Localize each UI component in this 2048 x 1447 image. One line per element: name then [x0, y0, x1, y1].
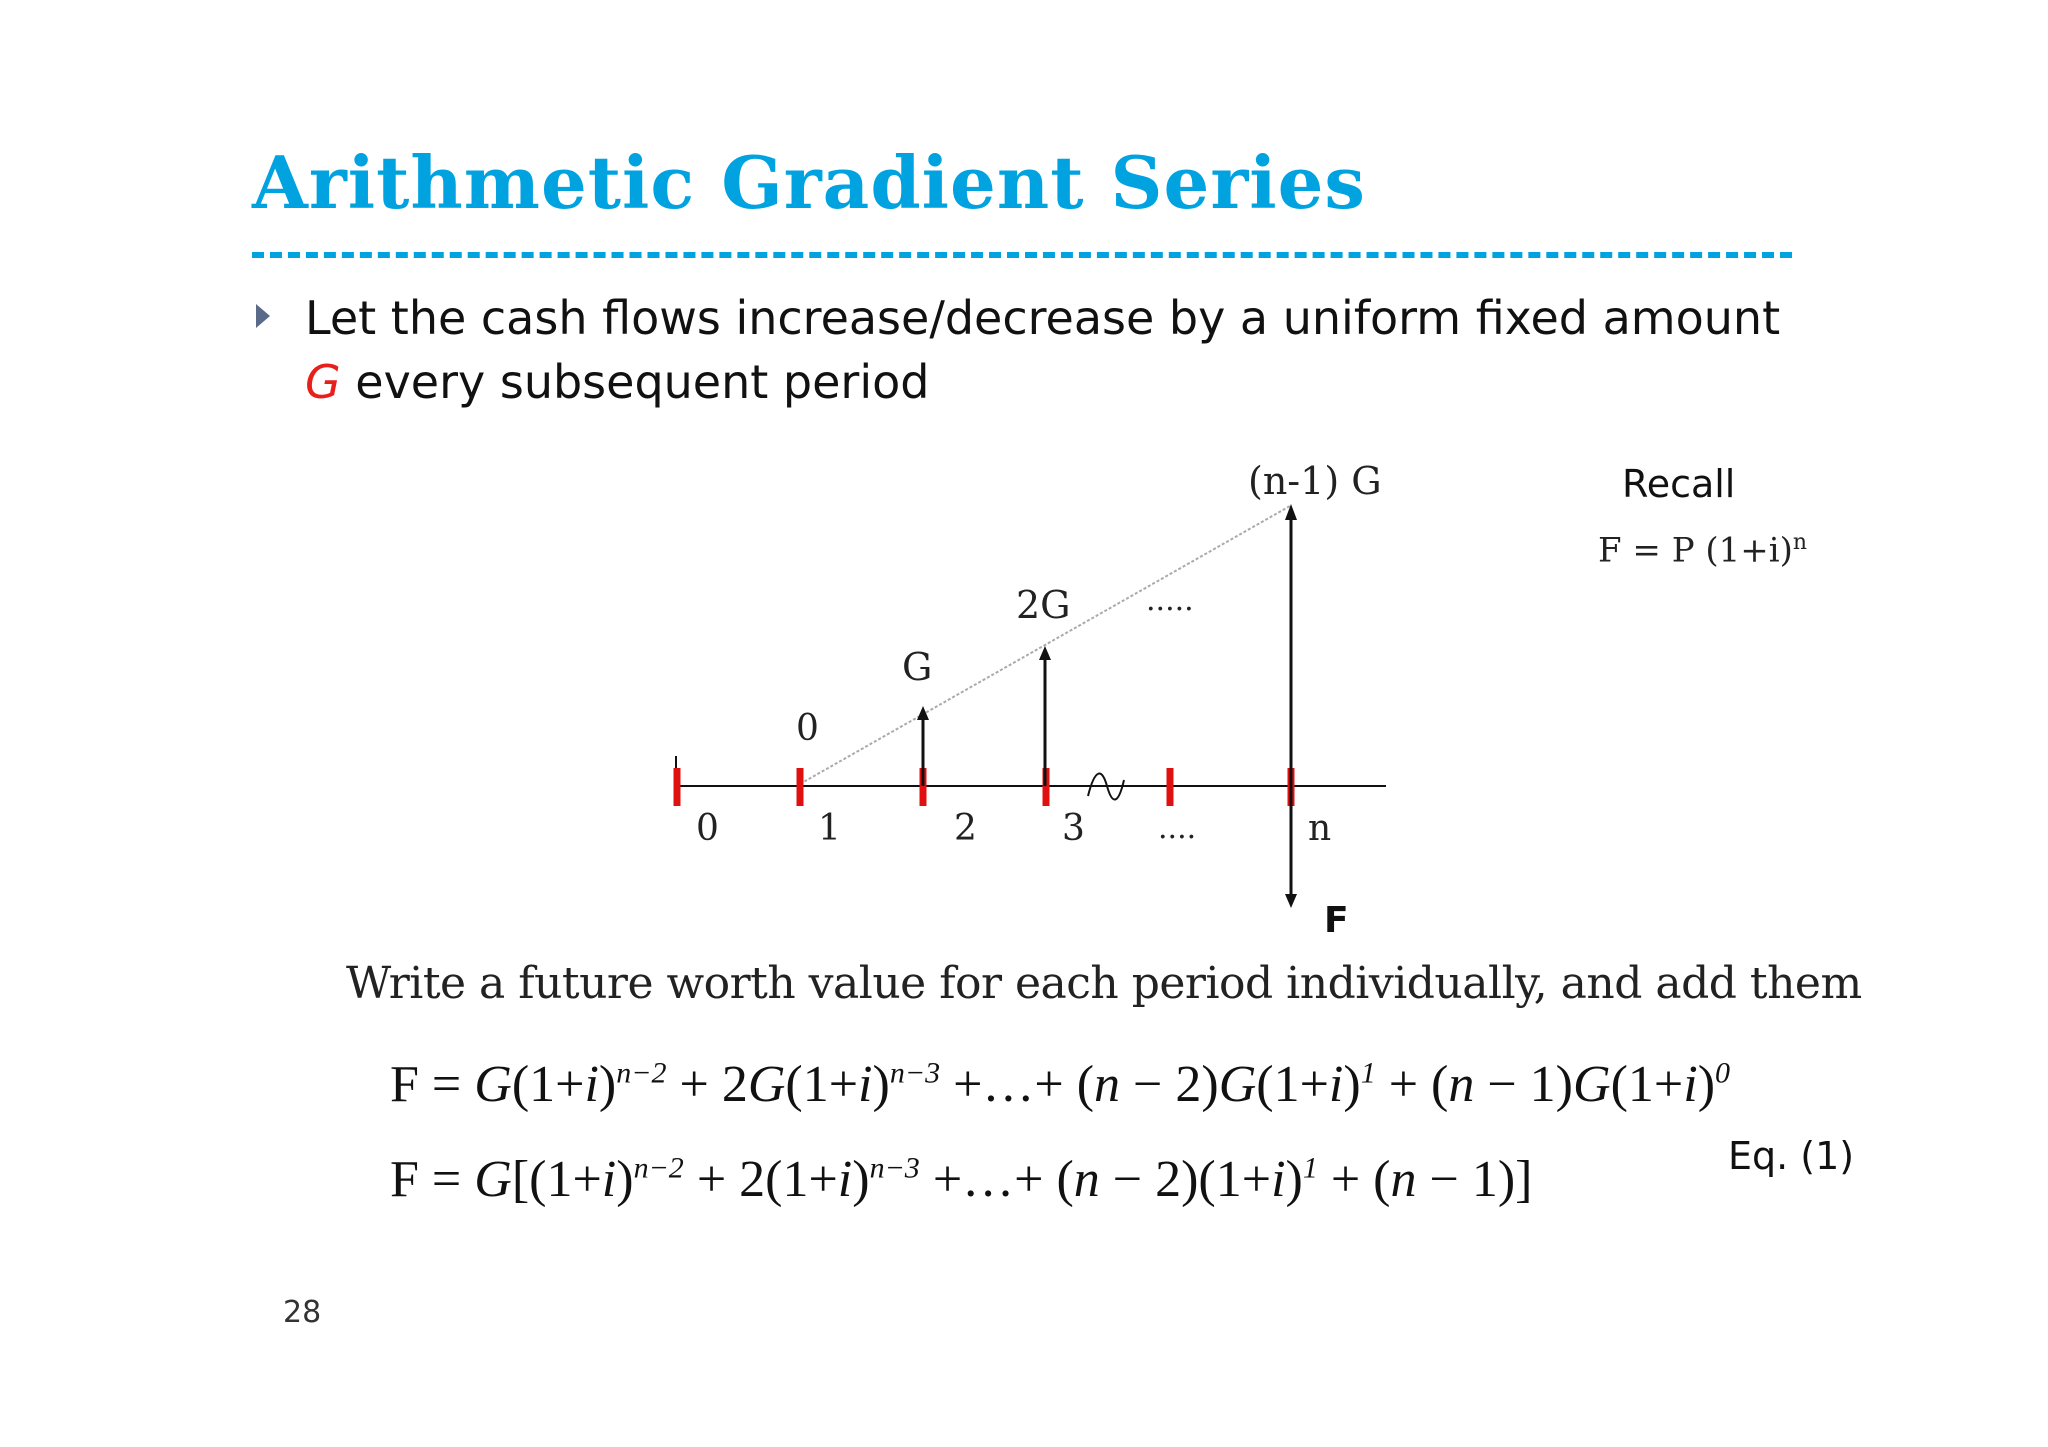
future-arrow-head	[1285, 894, 1297, 908]
axis-label-dots: ....	[1158, 811, 1197, 846]
derivation-instruction: Write a future worth value for each period individually, and add them	[346, 958, 1862, 1009]
future-value-label: F	[1324, 900, 1349, 941]
slide-title: Arithmetic Gradient Series	[252, 140, 1366, 225]
axis-label-1: 1	[818, 808, 841, 849]
gradient-arrows	[917, 504, 1297, 786]
arrow-n-1-g-head	[1285, 504, 1297, 520]
page-number: 28	[283, 1295, 322, 1330]
bullet-text-end: every subsequent period	[340, 355, 930, 409]
gradient-symbol: G	[305, 355, 341, 409]
label-top-dots: .....	[1146, 583, 1194, 618]
recall-formula-base: F = P (1+i)	[1598, 530, 1793, 571]
axis-label-3: 3	[1062, 808, 1085, 849]
axis-label-2: 2	[954, 808, 977, 849]
recall-label: Recall	[1622, 462, 1736, 506]
label-g: G	[902, 645, 933, 689]
recall-formula-exponent: n	[1792, 530, 1808, 555]
axis-label-n: n	[1308, 808, 1332, 849]
bullet-text-start: Let the cash flows increase/decrease by a uniform fixed amount	[305, 291, 1781, 345]
label-zero-flow: 0	[796, 708, 819, 749]
label-n-minus-1-g: (n-1) G	[1248, 459, 1382, 503]
arrow-g-head	[917, 706, 929, 720]
axis-label-0: 0	[696, 808, 719, 849]
recall-formula	[1598, 530, 1807, 570]
equation-factored: $F = G[(1+i)^{n-2} + 2(1+i)^{n-3}$ +…+ $(n - 2)(1+i)^1 + (n - 1)$]	[390, 1151, 1533, 1208]
equation-label: Eq. (1)	[1728, 1134, 1855, 1178]
label-2g: 2G	[1016, 583, 1071, 627]
equation-expanded: $F = G(1+i)^{n-2} + 2G(1+i)^{n-3}$ +…+ $(n - 2)G(1+i)^1 + (n - 1)G(1+i)^0$	[390, 1056, 1731, 1113]
